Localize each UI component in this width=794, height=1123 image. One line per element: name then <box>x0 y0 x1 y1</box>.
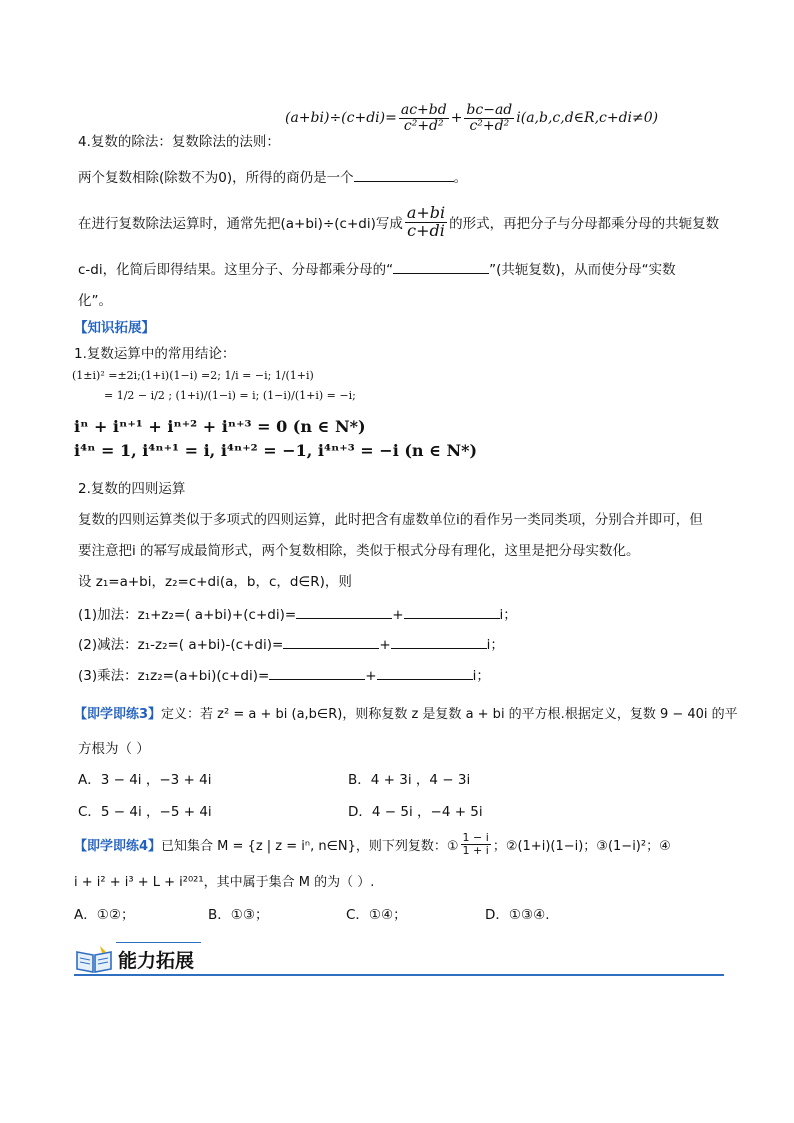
practice-3-tag: 【即学即练3】 <box>74 707 162 722</box>
answer-blank <box>269 667 365 680</box>
division-formula <box>285 103 658 133</box>
quotient-end: 。 <box>453 170 468 186</box>
answer-blank <box>296 606 392 619</box>
practice-3-option-c[interactable]: C．5 − 4i ，−5 + 4i <box>78 804 212 820</box>
addition-line <box>78 603 517 623</box>
method-fraction-numerator: a+bi <box>406 203 446 222</box>
practice-4-option-a[interactable]: A．①②； <box>74 907 135 923</box>
method-line-2 <box>78 258 676 278</box>
method-line-2b: ”(共轭复数)，从而使分母“实数 <box>489 262 676 278</box>
method-text-1: 在进行复数除法运算时，通常先把(a+bi)÷(c+di)写成 <box>78 216 403 233</box>
addition-text: (1)加法：z₁+z₂=( a+bi)+(c+di)= <box>78 607 297 623</box>
practice-4-fraction-numerator: 1 − i <box>462 831 489 844</box>
answer-blank <box>377 667 473 680</box>
practice-3-question <box>74 703 738 722</box>
fraction-1-denominator: c²+d² <box>403 117 444 134</box>
practice-4-option-d[interactable]: D．①③④. <box>485 907 550 923</box>
formula-plus: + <box>450 110 463 127</box>
formula-tail: i(a,b,c,d∈R,c+di≠0) <box>516 110 659 127</box>
answer-blank <box>404 606 500 619</box>
subtraction-text: (2)减法：z₁-z₂=( a+bi)-(c+di)= <box>78 637 284 653</box>
fraction-2-numerator: bc−ad <box>466 102 513 118</box>
method-fraction-denominator: c+di <box>407 220 445 240</box>
method-fraction <box>405 205 447 240</box>
practice-4-tag: 【即学即练4】 <box>74 838 162 854</box>
item-2-paragraph-2: 要注意把i 的幂写成最简形式，两个复数相除，类似于根式分母有理化，这里是把分母实数化。 <box>78 543 640 559</box>
extension-item-2-title: 2.复数的四则运算 <box>78 481 186 497</box>
conclusion-line-c: iⁿ + iⁿ⁺¹ + iⁿ⁺² + iⁿ⁺³ = 0 (n ∈ N*) <box>74 417 366 436</box>
setup-line: 设 z₁=a+bi，z₂=c+di(a，b，c，d∈R)，则 <box>78 574 352 590</box>
practice-3-option-d[interactable]: D．4 − 5i ，−4 + 5i <box>348 804 483 820</box>
answer-blank <box>354 169 454 182</box>
practice-3-text-2: 方根为（ ） <box>78 741 150 757</box>
conclusion-a-text: (1±i)² =±2i;(1+i)(1−i) =2; <box>72 369 221 382</box>
method-line-2a: c-di，化简后即得结果。这里分子、分母都乘分母的“ <box>78 262 394 278</box>
practice-3-option-a[interactable]: A．3 − 4i ，−3 + 4i <box>78 772 212 788</box>
conclusion-line-a <box>72 369 314 382</box>
book-icon <box>74 944 114 974</box>
division-label: 4.复数的除法：复数除法的法则： <box>78 134 280 150</box>
conclusion-line-b: = 1/2 − i/2 ; (1+i)/(1−i) = i; (1−i)/(1+i) = −i; <box>104 389 356 402</box>
quotient-sentence <box>78 166 467 186</box>
practice-4-text-2: i + i² + i³ + L + i²⁰²¹，其中属于集合 M 的为（ ）. <box>74 875 375 890</box>
plus-sign: + <box>365 668 377 684</box>
fraction-1 <box>399 103 449 133</box>
practice-3-option-b[interactable]: B．4 + 3i ，4 − 3i <box>348 772 471 788</box>
item-2-paragraph-1: 复数的四则运算类似于多项式的四则运算，此时把含有虚数单位i的看作另一类同类项，分别合并即可，但 <box>78 512 703 528</box>
subtraction-line <box>78 633 504 653</box>
practice-4-option-b[interactable]: B．①③； <box>208 907 269 923</box>
quotient-text: 两个复数相除(除数不为0)，所得的商仍是一个 <box>78 170 354 186</box>
multiplication-text: (3)乘法：z₁z₂=(a+bi)(c+di)= <box>78 668 270 684</box>
plus-sign: + <box>379 637 391 653</box>
answer-blank <box>391 636 487 649</box>
formula-left: (a+bi)÷(c+di)= <box>285 110 397 127</box>
multiplication-line <box>78 664 490 684</box>
method-line-3: 化”。 <box>78 293 112 309</box>
fraction-2 <box>464 103 514 133</box>
fraction-1-numerator: ac+bd <box>400 102 447 118</box>
answer-blank <box>393 261 489 274</box>
practice-4-question <box>74 832 671 856</box>
conclusion-a-tail: 1/(1+i) <box>274 369 314 382</box>
practice-4-fraction-denominator: 1 + i <box>462 843 489 857</box>
conclusion-line-d: i⁴ⁿ = 1, i⁴ⁿ⁺¹ = i, i⁴ⁿ⁺² = −1, i⁴ⁿ⁺³ = −i (n ∈ N*) <box>74 441 478 460</box>
i-end: i； <box>472 668 490 684</box>
practice-4-fraction <box>461 832 491 856</box>
conclusion-a-frac: 1/i = −i; <box>224 369 272 382</box>
i-end: i； <box>499 607 517 623</box>
fraction-2-denominator: c²+d² <box>469 117 510 134</box>
practice-4-text-b: ；②(1+i)(1−i)；③(1−i)²；④ <box>492 838 671 854</box>
method-line-1 <box>78 205 719 240</box>
practice-3-text: 定义：若 z² = a + bi (a,b∈R)，则称复数 z 是复数 a + bi 的平方根.根据定义，复数 9 − 40i 的平 <box>161 707 738 722</box>
i-end: i； <box>486 637 504 653</box>
practice-4-text: 已知集合 M = {z | z = iⁿ, n∈N}，则下列复数：① <box>161 838 459 854</box>
section-bottom-rule <box>74 974 724 976</box>
answer-blank <box>283 636 379 649</box>
section-top-rule <box>116 942 201 943</box>
extension-item-1-title: 1.复数运算中的常用结论： <box>74 346 236 362</box>
plus-sign: + <box>392 607 404 623</box>
practice-4-option-c[interactable]: C．①④； <box>346 907 407 923</box>
extension-header: 【知识拓展】 <box>74 320 155 336</box>
section-title: 能力拓展 <box>118 950 195 972</box>
method-text-2: 的形式，再把分子与分母都乘分母的共轭复数 <box>449 216 720 233</box>
